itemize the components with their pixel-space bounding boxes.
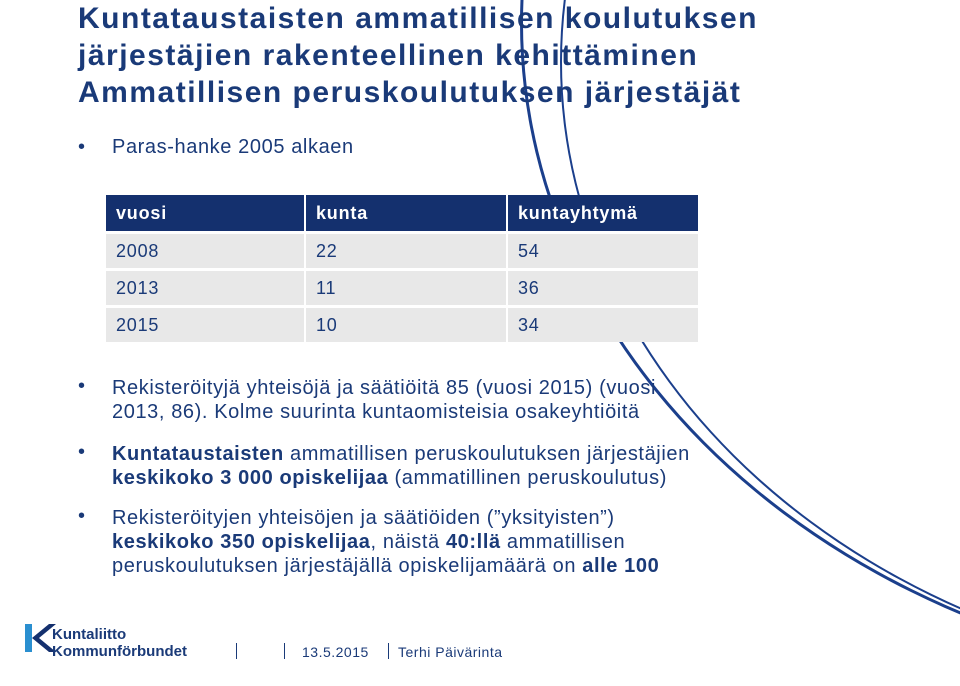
bullet-registered-entities xyxy=(112,376,656,424)
cell-year: 2015 xyxy=(106,305,306,342)
text: ammatillisen peruskoulutuksen järjestäjien xyxy=(283,443,690,465)
bullet-line: 2013, 86). Kolme suurinta kuntaomisteisia osakeyhtiöitä xyxy=(112,401,640,423)
title-line-1: Kuntataustaisten ammatillisen koulutuksen xyxy=(78,2,758,35)
cell-kuntayhtyma: 54 xyxy=(508,231,700,268)
header-vuosi: vuosi xyxy=(106,195,306,231)
header-kuntayhtyma: kuntayhtymä xyxy=(508,195,700,231)
footer-divider xyxy=(388,643,389,659)
table-row xyxy=(106,268,700,305)
bullet-line: Rekisteröityjen yhteisöjen ja säätiöiden (”yksityisten”) xyxy=(112,507,615,529)
table-row xyxy=(106,305,700,342)
slide-title xyxy=(78,0,948,111)
bullet-kuntataustaisten xyxy=(112,442,690,490)
cell-year: 2013 xyxy=(106,268,306,305)
logo-name-finnish: Kuntaliitto xyxy=(52,626,127,643)
text: (ammatillinen peruskoulutus) xyxy=(388,467,667,489)
text: , näistä xyxy=(370,531,446,553)
bold-text: keskikoko 350 opiskelijaa xyxy=(112,531,371,553)
text: peruskoulutuksen järjestäjällä opiskelijamäärä on xyxy=(112,555,583,577)
bullet-marker: • xyxy=(78,375,86,397)
bullet-line: Rekisteröityjä yhteisöjä ja säätiöitä 85 (vuosi 2015) (vuosi xyxy=(112,377,657,399)
header-kunta: kunta xyxy=(306,195,508,231)
bullet-text: Paras-hanke 2005 alkaen xyxy=(112,136,354,158)
text: ammatillisen xyxy=(500,531,626,553)
statistics-table xyxy=(106,195,700,342)
table-row xyxy=(106,231,700,268)
title-line-2: järjestäjien rakenteellinen kehittäminen xyxy=(78,39,699,72)
cell-year: 2008 xyxy=(106,231,306,268)
bold-text: keskikoko 3 000 opiskelijaa xyxy=(112,467,389,489)
cell-kunta: 11 xyxy=(306,268,508,305)
table-header-row xyxy=(106,195,700,231)
cell-kunta: 22 xyxy=(306,231,508,268)
bold-text: 40:llä xyxy=(445,531,501,553)
title-line-3: Ammatillisen peruskoulutuksen järjestäjät xyxy=(78,76,742,109)
bullet-line xyxy=(112,442,690,466)
footer-date: 13.5.2015 xyxy=(302,644,369,660)
cell-kuntayhtyma: 34 xyxy=(508,305,700,342)
cell-kuntayhtyma: 36 xyxy=(508,268,700,305)
footer-divider xyxy=(284,643,285,659)
bullet-marker: • xyxy=(78,136,86,158)
cell-kunta: 10 xyxy=(306,305,508,342)
bullet-line xyxy=(112,530,659,554)
footer-author: Terhi Päivärinta xyxy=(398,644,503,660)
footer-divider xyxy=(236,643,237,659)
bullet-line xyxy=(112,466,690,490)
bullet-marker: • xyxy=(78,441,86,463)
logo-name-swedish: Kommunförbundet xyxy=(52,643,187,660)
bullet-marker: • xyxy=(78,505,86,527)
bullet-private-entities xyxy=(112,506,659,578)
bold-text: Kuntataustaisten xyxy=(112,443,284,465)
bullet-line xyxy=(112,554,659,578)
bold-text: alle 100 xyxy=(582,555,660,577)
